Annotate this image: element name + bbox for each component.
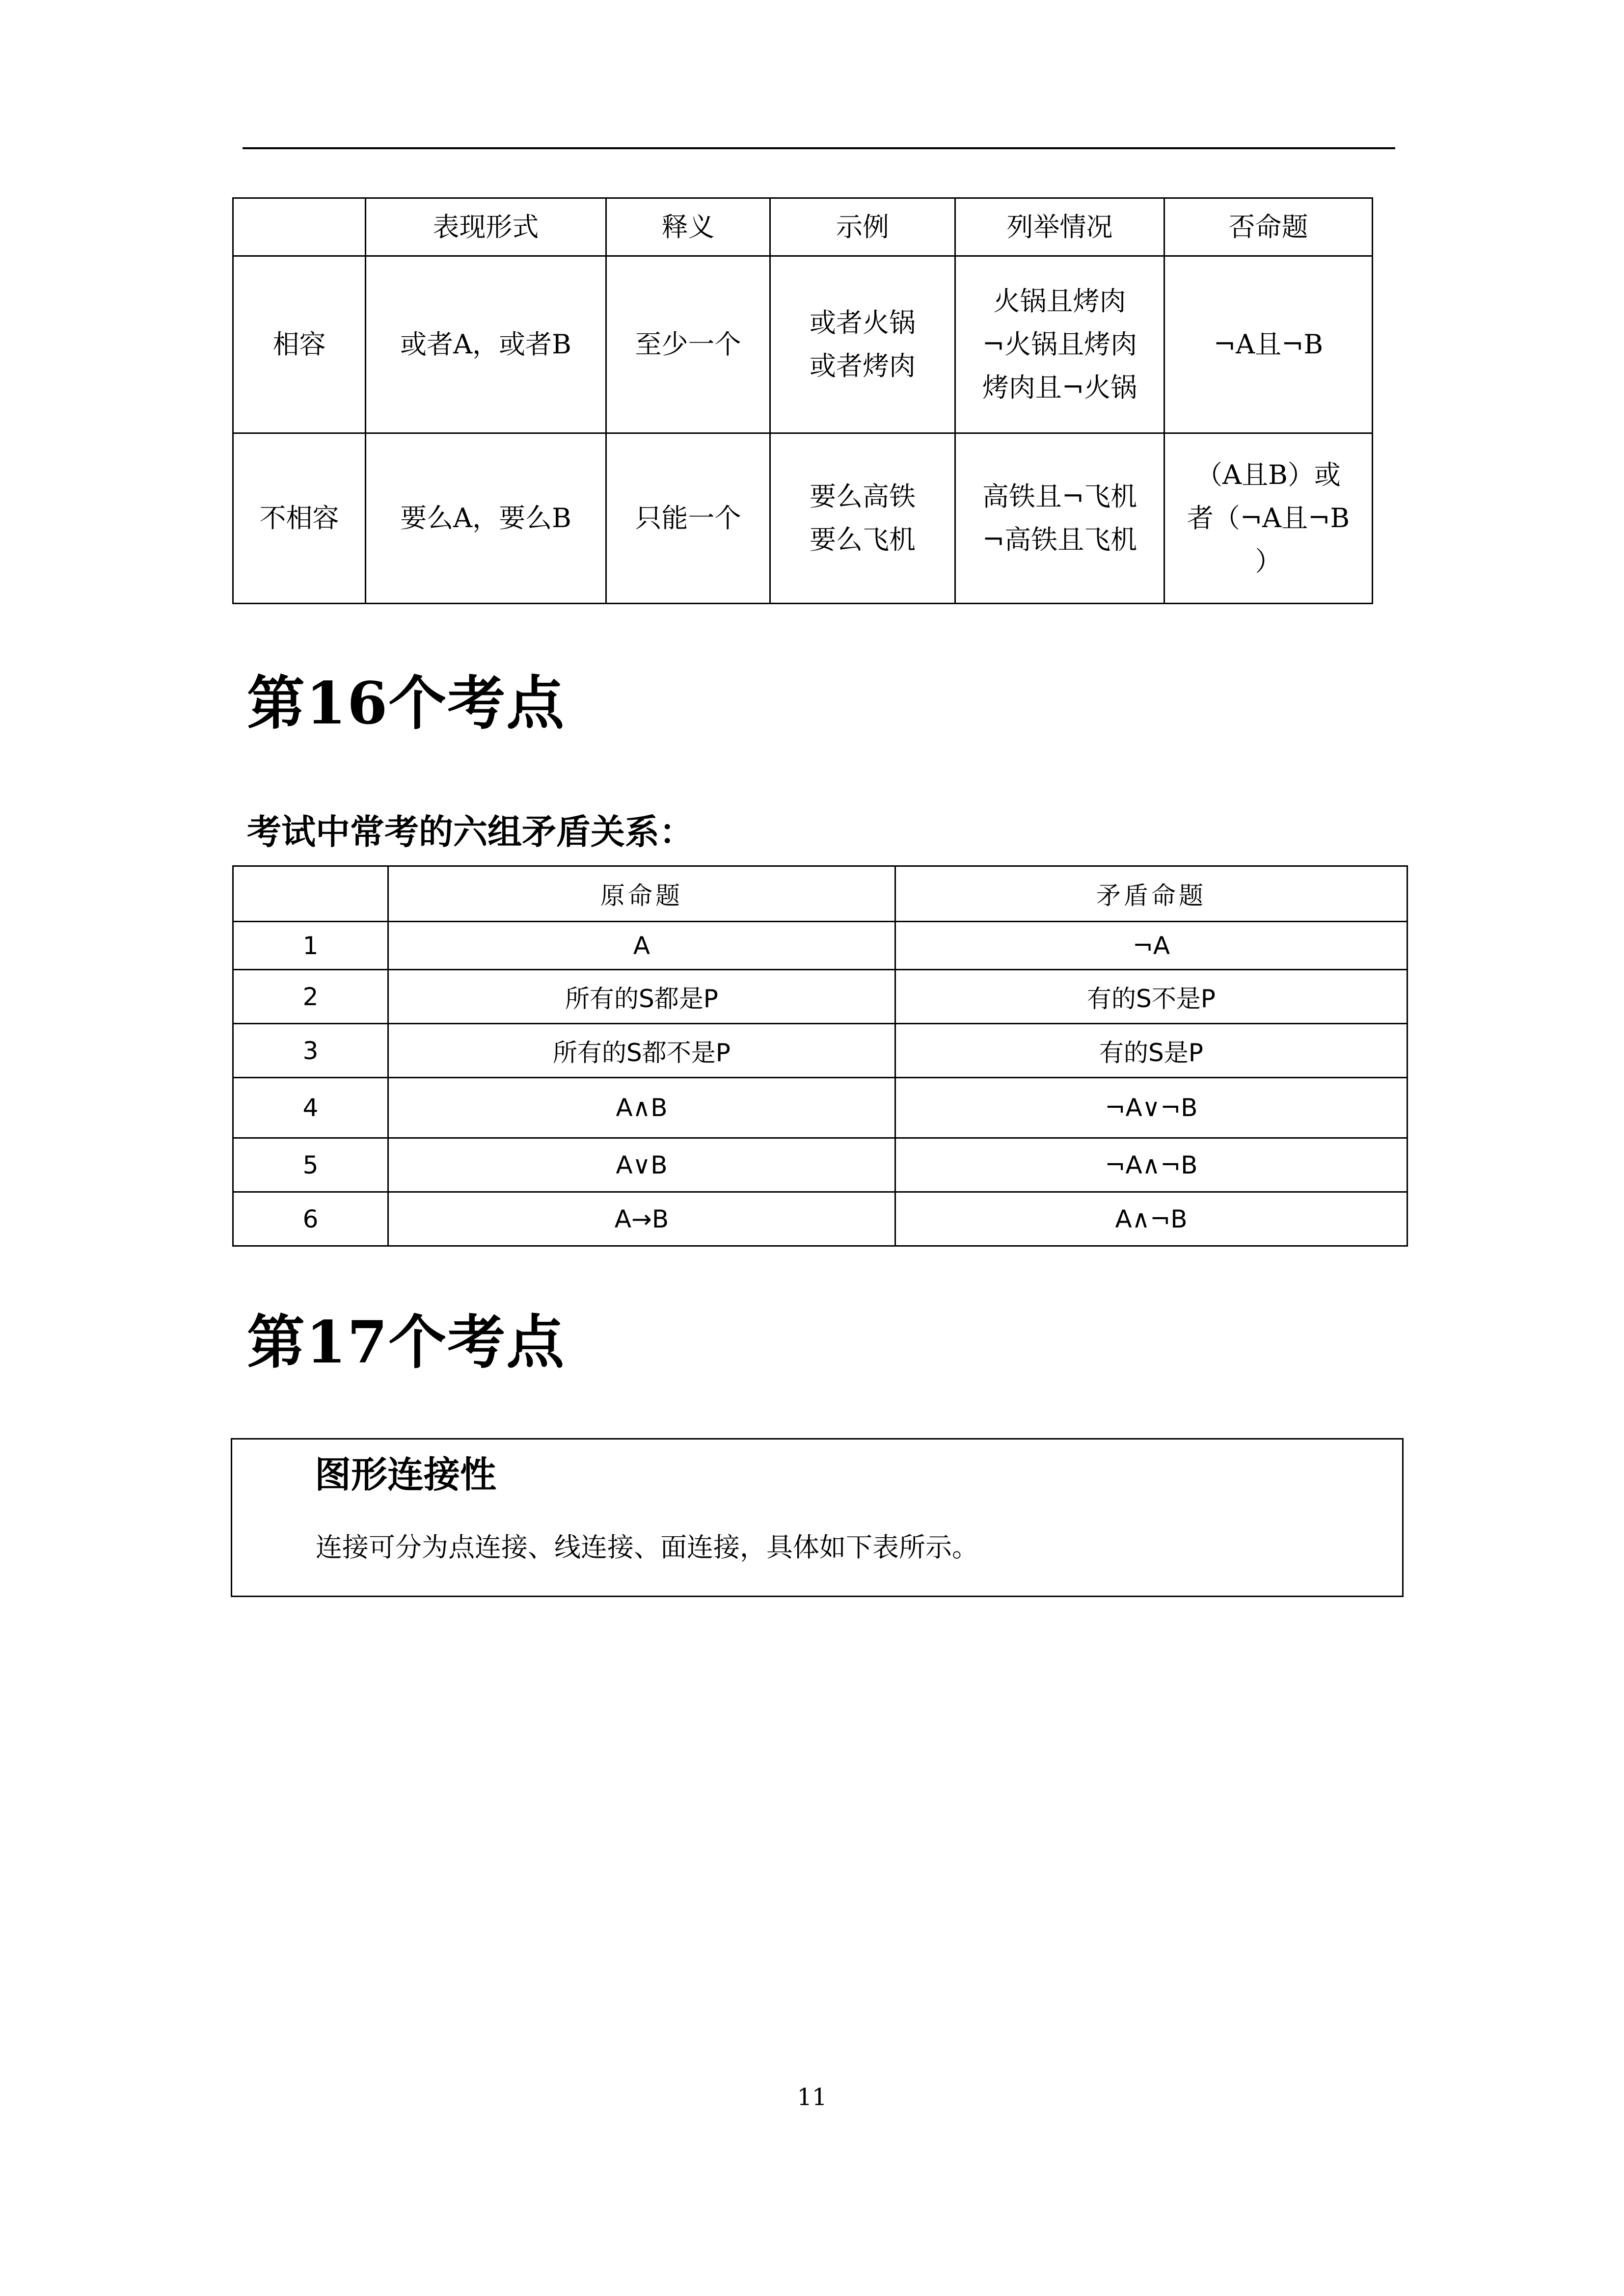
section-16-title: 第16个考点 [247, 669, 566, 737]
row-form: 要么A，要么B [366, 433, 606, 604]
table-header-row [233, 198, 1373, 256]
header-cell: 表现形式 [366, 198, 606, 256]
compatibility-table [232, 197, 1373, 604]
table-row [233, 970, 1407, 1024]
row-number: 2 [233, 970, 388, 1024]
graph-connectivity-box [231, 1438, 1404, 1597]
row-meaning: 只能一个 [606, 433, 770, 604]
table-row [233, 1078, 1407, 1138]
case-line: 烤肉且¬火锅 [982, 372, 1137, 403]
header-cell: 列举情况 [955, 198, 1164, 256]
row-number: 4 [233, 1078, 388, 1138]
row-original: A→B [388, 1192, 895, 1246]
negation-line: 者（¬A且¬B [1187, 503, 1350, 534]
row-contradiction: 有的S是P [895, 1024, 1407, 1078]
table-row [233, 433, 1373, 604]
row-number: 6 [233, 1192, 388, 1246]
section-16-subtitle: 考试中常考的六组矛盾关系： [247, 812, 694, 852]
box-text: 连接可分为点连接、线连接、面连接，具体如下表所示。 [316, 1532, 978, 1563]
case-line: ¬火锅且烤肉 [982, 329, 1137, 360]
row-original: A∨B [388, 1138, 895, 1192]
header-cell [233, 866, 388, 922]
case-line: 火锅且烤肉 [993, 286, 1126, 317]
example-line: 或者火锅 [810, 307, 916, 338]
header-rule [243, 147, 1395, 149]
row-contradiction: ¬A∧¬B [895, 1138, 1407, 1192]
row-original: A∧B [388, 1078, 895, 1138]
box-title: 图形连接性 [315, 1454, 496, 1496]
table-row [233, 922, 1407, 970]
table-row [233, 1192, 1407, 1246]
table-row [233, 1138, 1407, 1192]
row-contradiction: ¬A∨¬B [895, 1078, 1407, 1138]
row-example [770, 256, 955, 433]
table-header-row [233, 866, 1407, 922]
header-cell: 原命题 [388, 866, 895, 922]
row-meaning: 至少一个 [606, 256, 770, 433]
row-number: 5 [233, 1138, 388, 1192]
case-line: ¬高铁且飞机 [982, 524, 1137, 555]
header-cell [233, 198, 366, 256]
row-negation [1164, 256, 1373, 433]
example-line: 要么飞机 [810, 524, 916, 555]
case-line: 高铁且¬飞机 [982, 481, 1137, 512]
row-cases [955, 433, 1164, 604]
row-negation [1164, 433, 1373, 604]
contradiction-table [232, 865, 1408, 1247]
row-original: 所有的S都不是P [388, 1024, 895, 1078]
negation-line: （A且B）或 [1196, 459, 1341, 490]
row-type: 相容 [233, 256, 366, 433]
row-number: 1 [233, 922, 388, 970]
negation-line: ¬A且¬B [1213, 329, 1324, 360]
section-17-title: 第17个考点 [247, 1308, 566, 1376]
row-example [770, 433, 955, 604]
header-cell: 否命题 [1164, 198, 1373, 256]
row-type: 不相容 [233, 433, 366, 604]
table-row [233, 256, 1373, 433]
row-contradiction: A∧¬B [895, 1192, 1407, 1246]
example-line: 要么高铁 [810, 481, 916, 512]
page-number: 11 [797, 2083, 827, 2111]
negation-line: ） [1255, 546, 1282, 577]
row-original: 所有的S都是P [388, 970, 895, 1024]
header-cell: 示例 [770, 198, 955, 256]
row-original: A [388, 922, 895, 970]
row-form: 或者A，或者B [366, 256, 606, 433]
row-contradiction: 有的S不是P [895, 970, 1407, 1024]
header-cell: 矛盾命题 [895, 866, 1407, 922]
table-row [233, 1024, 1407, 1078]
header-cell: 释义 [606, 198, 770, 256]
example-line: 或者烤肉 [810, 350, 916, 381]
row-cases [955, 256, 1164, 433]
row-number: 3 [233, 1024, 388, 1078]
row-contradiction: ¬A [895, 922, 1407, 970]
